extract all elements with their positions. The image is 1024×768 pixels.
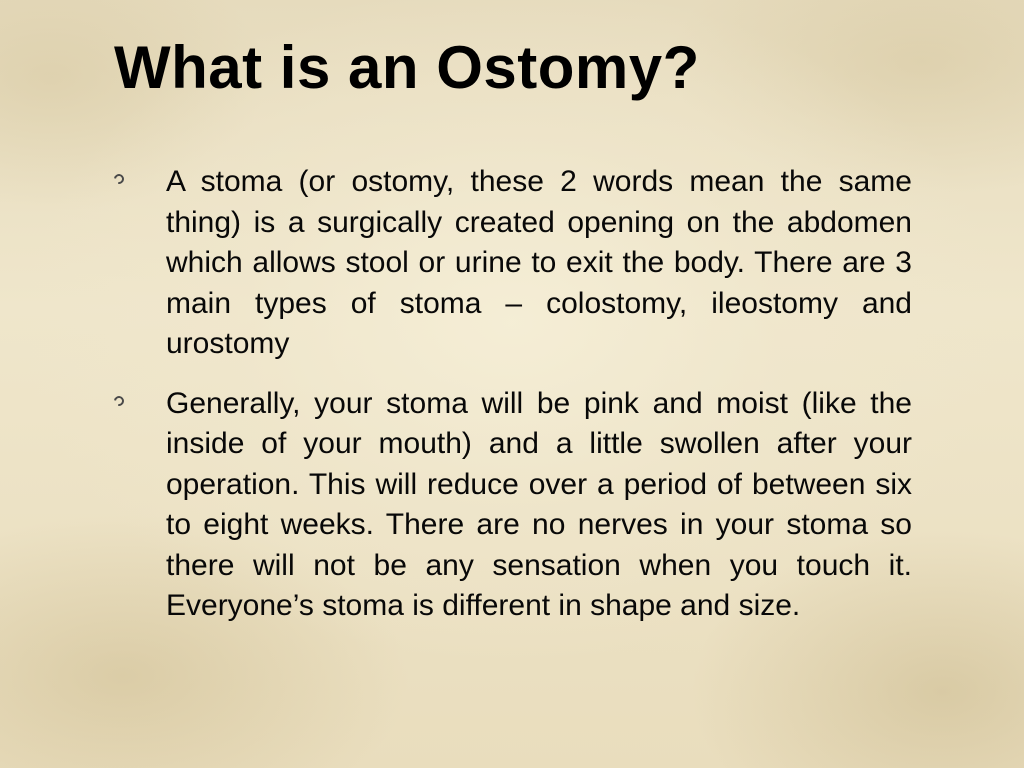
bullet-list [110,162,912,646]
bullet-text: Generally, your stoma will be pink and moist (like the inside of your mouth) and a little swollen after your operation. This will reduce over a period of between six to eight weeks. There are no nerves in your stoma so there will not be any sensation when you touch it. Everyone’s stoma is different in shape and size. [166,386,912,622]
bullet-text: A stoma (or ostomy, these 2 words mean the same thing) is a surgically created opening on the abdomen which allows stool or urine to exit the body. There are 3 main types of stoma – colostomy, ileostomy and urostomy [166,165,912,360]
bullet-item [110,162,912,365]
hollow-circle-bullet-icon [112,172,126,186]
hollow-circle-bullet-icon [112,394,126,408]
bullet-item [110,384,912,627]
slide-title: What is an Ostomy? [114,34,700,101]
